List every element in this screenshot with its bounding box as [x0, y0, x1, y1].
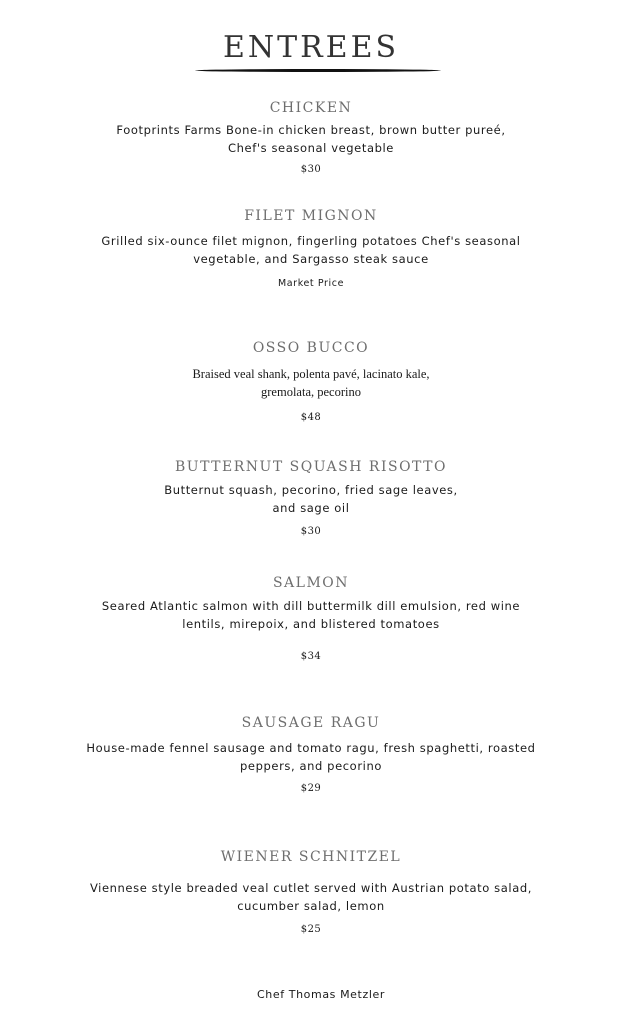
- item-description: [0, 233, 622, 268]
- chef-credit: Chef Thomas Metzler: [257, 988, 385, 1001]
- item-name: CHICKEN: [269, 100, 353, 116]
- menu-item-salmon: [0, 574, 622, 664]
- item-name: BUTTERNUT SQUASH RISOTTO: [175, 459, 447, 475]
- item-price: $30: [300, 526, 322, 537]
- item-description-line: Chef's seasonal vegetable: [228, 140, 394, 155]
- item-price: $30: [300, 164, 322, 175]
- item-description-line: gremolata, pecorino: [261, 384, 361, 399]
- item-description: [0, 880, 622, 915]
- menu-item-wiener-schnitzel: [0, 848, 622, 937]
- item-description-line: lentils, mirepoix, and blistered tomatoes: [182, 616, 440, 631]
- item-name: WIENER SCHNITZEL: [220, 849, 402, 865]
- item-description: [0, 598, 622, 633]
- item-description-line: Viennese style breaded veal cutlet served with Austrian potato salad,: [89, 881, 533, 895]
- item-price: $48: [300, 412, 322, 423]
- item-description-line: House-made fennel sausage and tomato ragu, fresh spaghetti, roasted: [86, 741, 536, 755]
- title-underline: [195, 69, 441, 72]
- item-price: $34: [300, 651, 322, 662]
- item-description: [0, 740, 622, 775]
- item-description-line: Seared Atlantic salmon with dill buttermilk dill emulsion, red wine: [101, 599, 521, 613]
- item-description-line: vegetable, and Sargasso steak sauce: [193, 251, 429, 266]
- item-price: Market Price: [277, 278, 345, 289]
- item-description-line: cucumber salad, lemon: [237, 898, 385, 913]
- menu-title: ENTREES: [222, 30, 400, 65]
- menu-item-chicken: [0, 99, 622, 177]
- menu-item-osso-bucco: [0, 339, 622, 425]
- item-price: $29: [300, 783, 322, 794]
- item-name: SAUSAGE RAGU: [241, 715, 381, 731]
- item-description: [0, 122, 622, 157]
- item-description-line: peppers, and pecorino: [240, 758, 382, 773]
- item-price: $25: [300, 924, 322, 935]
- item-name: SALMON: [272, 575, 350, 591]
- menu-item-sausage-ragu: [0, 714, 622, 796]
- item-name: OSSO BUCCO: [252, 340, 370, 356]
- menu-item-butternut-squash-risotto: [0, 458, 622, 539]
- item-description: [0, 366, 622, 401]
- item-description: [0, 482, 622, 517]
- item-description-line: and sage oil: [272, 500, 350, 515]
- item-description-line: Footprints Farms Bone-in chicken breast, brown butter pureé,: [116, 123, 506, 137]
- item-description-line: Butternut squash, pecorino, fried sage leaves,: [164, 483, 458, 497]
- item-description-line: Braised veal shank, polenta pavé, lacinato kale,: [192, 367, 430, 381]
- item-name: FILET MIGNON: [244, 208, 378, 224]
- menu-item-filet-mignon: [0, 207, 622, 291]
- item-description-line: Grilled six-ounce filet mignon, fingerling potatoes Chef's seasonal: [101, 234, 521, 248]
